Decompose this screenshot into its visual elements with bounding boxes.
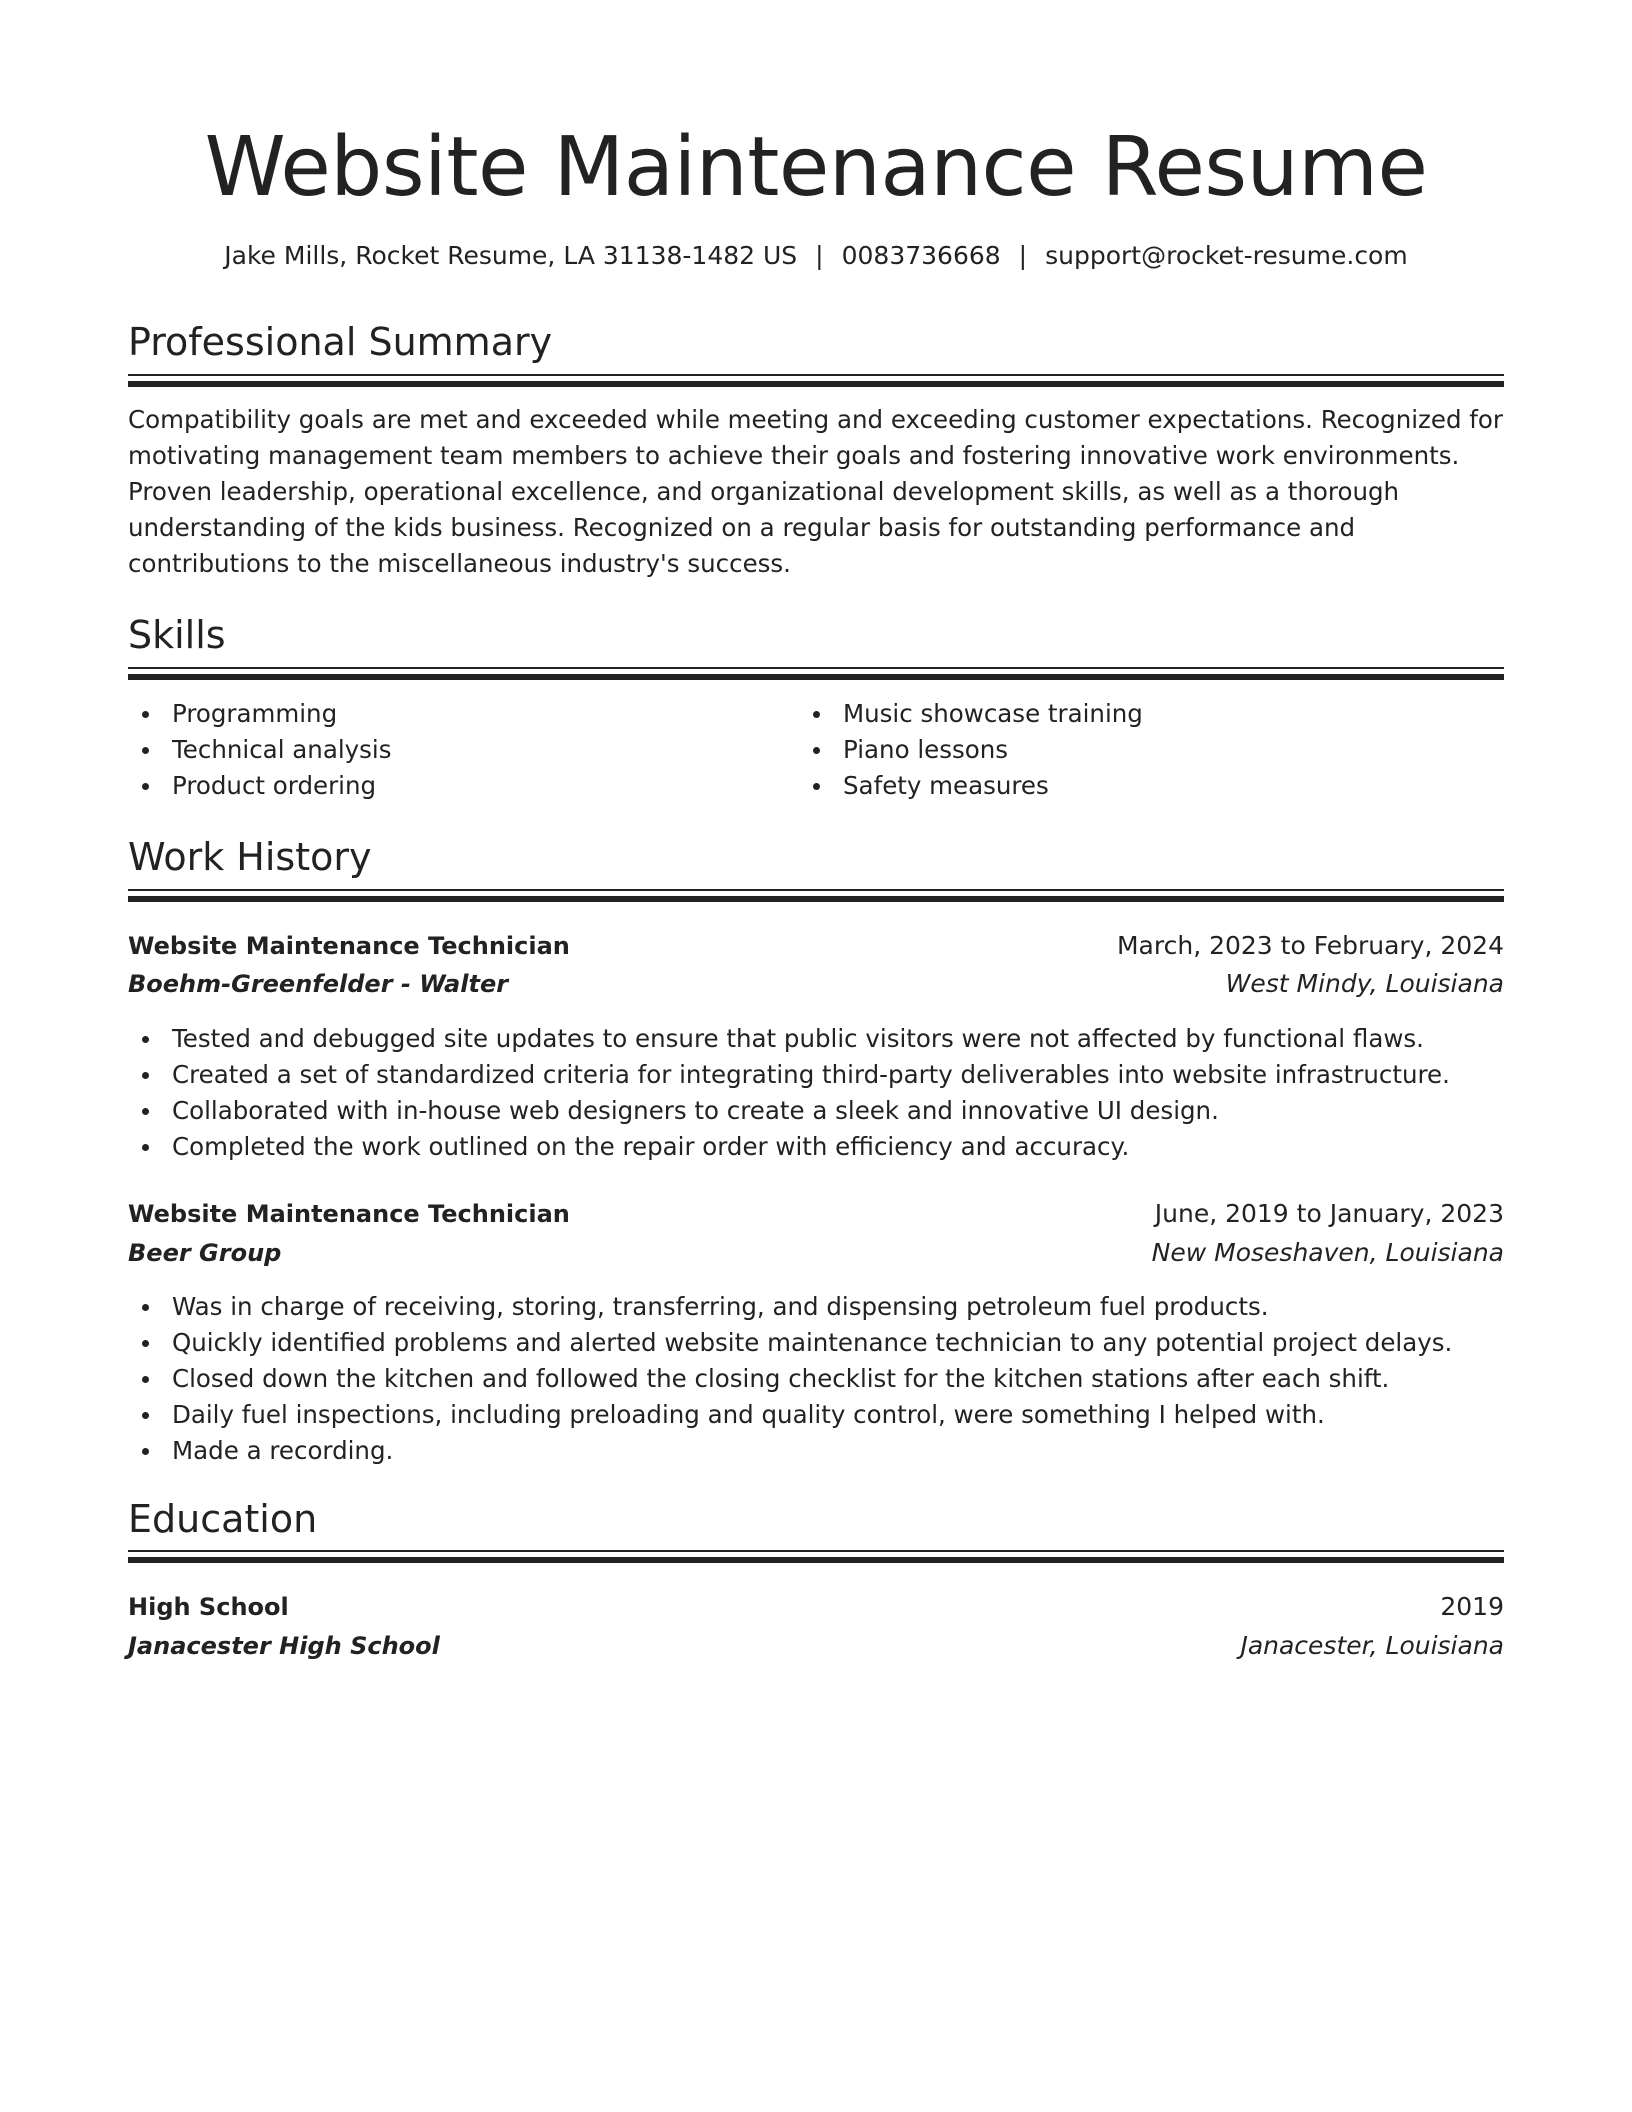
education-heading: Education <box>128 1497 318 1541</box>
contact-phone: 0083736668 <box>841 241 1001 270</box>
job-company: Beer Group <box>128 1239 282 1267</box>
list-item: Was in charge of receiving, storing, transferring, and dispensing petroleum fuel products. <box>128 1289 1504 1325</box>
education-location: Janacester, Louisiana <box>1240 1631 1504 1660</box>
job-location: New Moseshaven, Louisiana <box>1151 1238 1504 1267</box>
job-bullets <box>128 1289 1504 1469</box>
education-school: Janacester High School <box>128 1632 440 1660</box>
skill-item: Safety measures <box>799 768 1459 804</box>
contact-separator: | <box>1018 241 1028 270</box>
skills-heading: Skills <box>128 613 226 657</box>
contact-separator: | <box>815 241 824 270</box>
resume-title: Website Maintenance Resume <box>204 120 1428 215</box>
contact-email: support@rocket-resume.com <box>1045 241 1408 270</box>
section-divider <box>128 889 1504 902</box>
job-company: Boehm-Greenfelder - Walter <box>128 970 509 998</box>
summary-text: Compatibility goals are met and exceeded while meeting and exceeding customer expectations. Recognized for motivating management team members to achieve their goals and fostering innovative work environments. Proven leadership, operational excellence, and organizational development skills, as well as a thorough understanding of the kids business. Recognized on a regular basis for outstanding performance and contributions to the miscellaneous industry's success. <box>128 405 1503 578</box>
summary-section <box>128 316 1504 368</box>
list-item: Daily fuel inspections, including preloading and quality control, were something I helped with. <box>128 1397 1504 1433</box>
skill-item: Product ordering <box>128 768 788 804</box>
job-title: Website Maintenance Technician <box>128 1200 570 1228</box>
job-header <box>128 1195 1504 1233</box>
job-subheader <box>128 1234 1504 1272</box>
list-item: Completed the work outlined on the repair order with efficiency and accuracy. <box>128 1129 1504 1165</box>
job-subheader <box>128 965 1504 1003</box>
education-year: 2019 <box>1440 1592 1504 1621</box>
section-divider <box>128 667 1504 680</box>
contact-address: Jake Mills, Rocket Resume, LA 31138-1482 US <box>224 241 798 270</box>
list-item: Made a recording. <box>128 1433 1504 1469</box>
list-item: Closed down the kitchen and followed the closing checklist for the kitchen stations after each shift. <box>128 1361 1504 1397</box>
education-header <box>128 1588 1504 1626</box>
summary-heading: Professional Summary <box>128 320 553 364</box>
skills-list-left <box>128 696 788 804</box>
skill-item: Piano lessons <box>799 732 1459 768</box>
section-divider <box>128 1550 1504 1563</box>
education-section <box>128 1493 1504 1545</box>
skill-item: Music showcase training <box>799 696 1459 732</box>
skill-item: Technical analysis <box>128 732 788 768</box>
work-section <box>128 831 1504 883</box>
list-item: Collaborated with in-house web designers to create a sleek and innovative UI design. <box>128 1093 1504 1129</box>
work-heading: Work History <box>128 835 372 879</box>
skills-list-right <box>799 696 1459 804</box>
skill-item: Programming <box>128 696 788 732</box>
list-item: Quickly identified problems and alerted website maintenance technician to any potential project delays. <box>128 1325 1504 1361</box>
education-degree: High School <box>128 1593 289 1621</box>
contact-line <box>128 238 1504 274</box>
job-dates: March, 2023 to February, 2024 <box>1116 931 1504 960</box>
job-dates: June, 2019 to January, 2023 <box>1154 1199 1504 1228</box>
job-bullets <box>128 1021 1504 1165</box>
list-item: Tested and debugged site updates to ensure that public visitors were not affected by functional flaws. <box>128 1021 1504 1057</box>
list-item: Created a set of standardized criteria for integrating third-party deliverables into website infrastructure. <box>128 1057 1504 1093</box>
job-location: West Mindy, Louisiana <box>1225 969 1504 998</box>
education-subheader <box>128 1627 1504 1665</box>
skills-section <box>128 609 1504 661</box>
job-title: Website Maintenance Technician <box>128 932 570 960</box>
job-header <box>128 927 1504 965</box>
section-divider <box>128 374 1504 387</box>
